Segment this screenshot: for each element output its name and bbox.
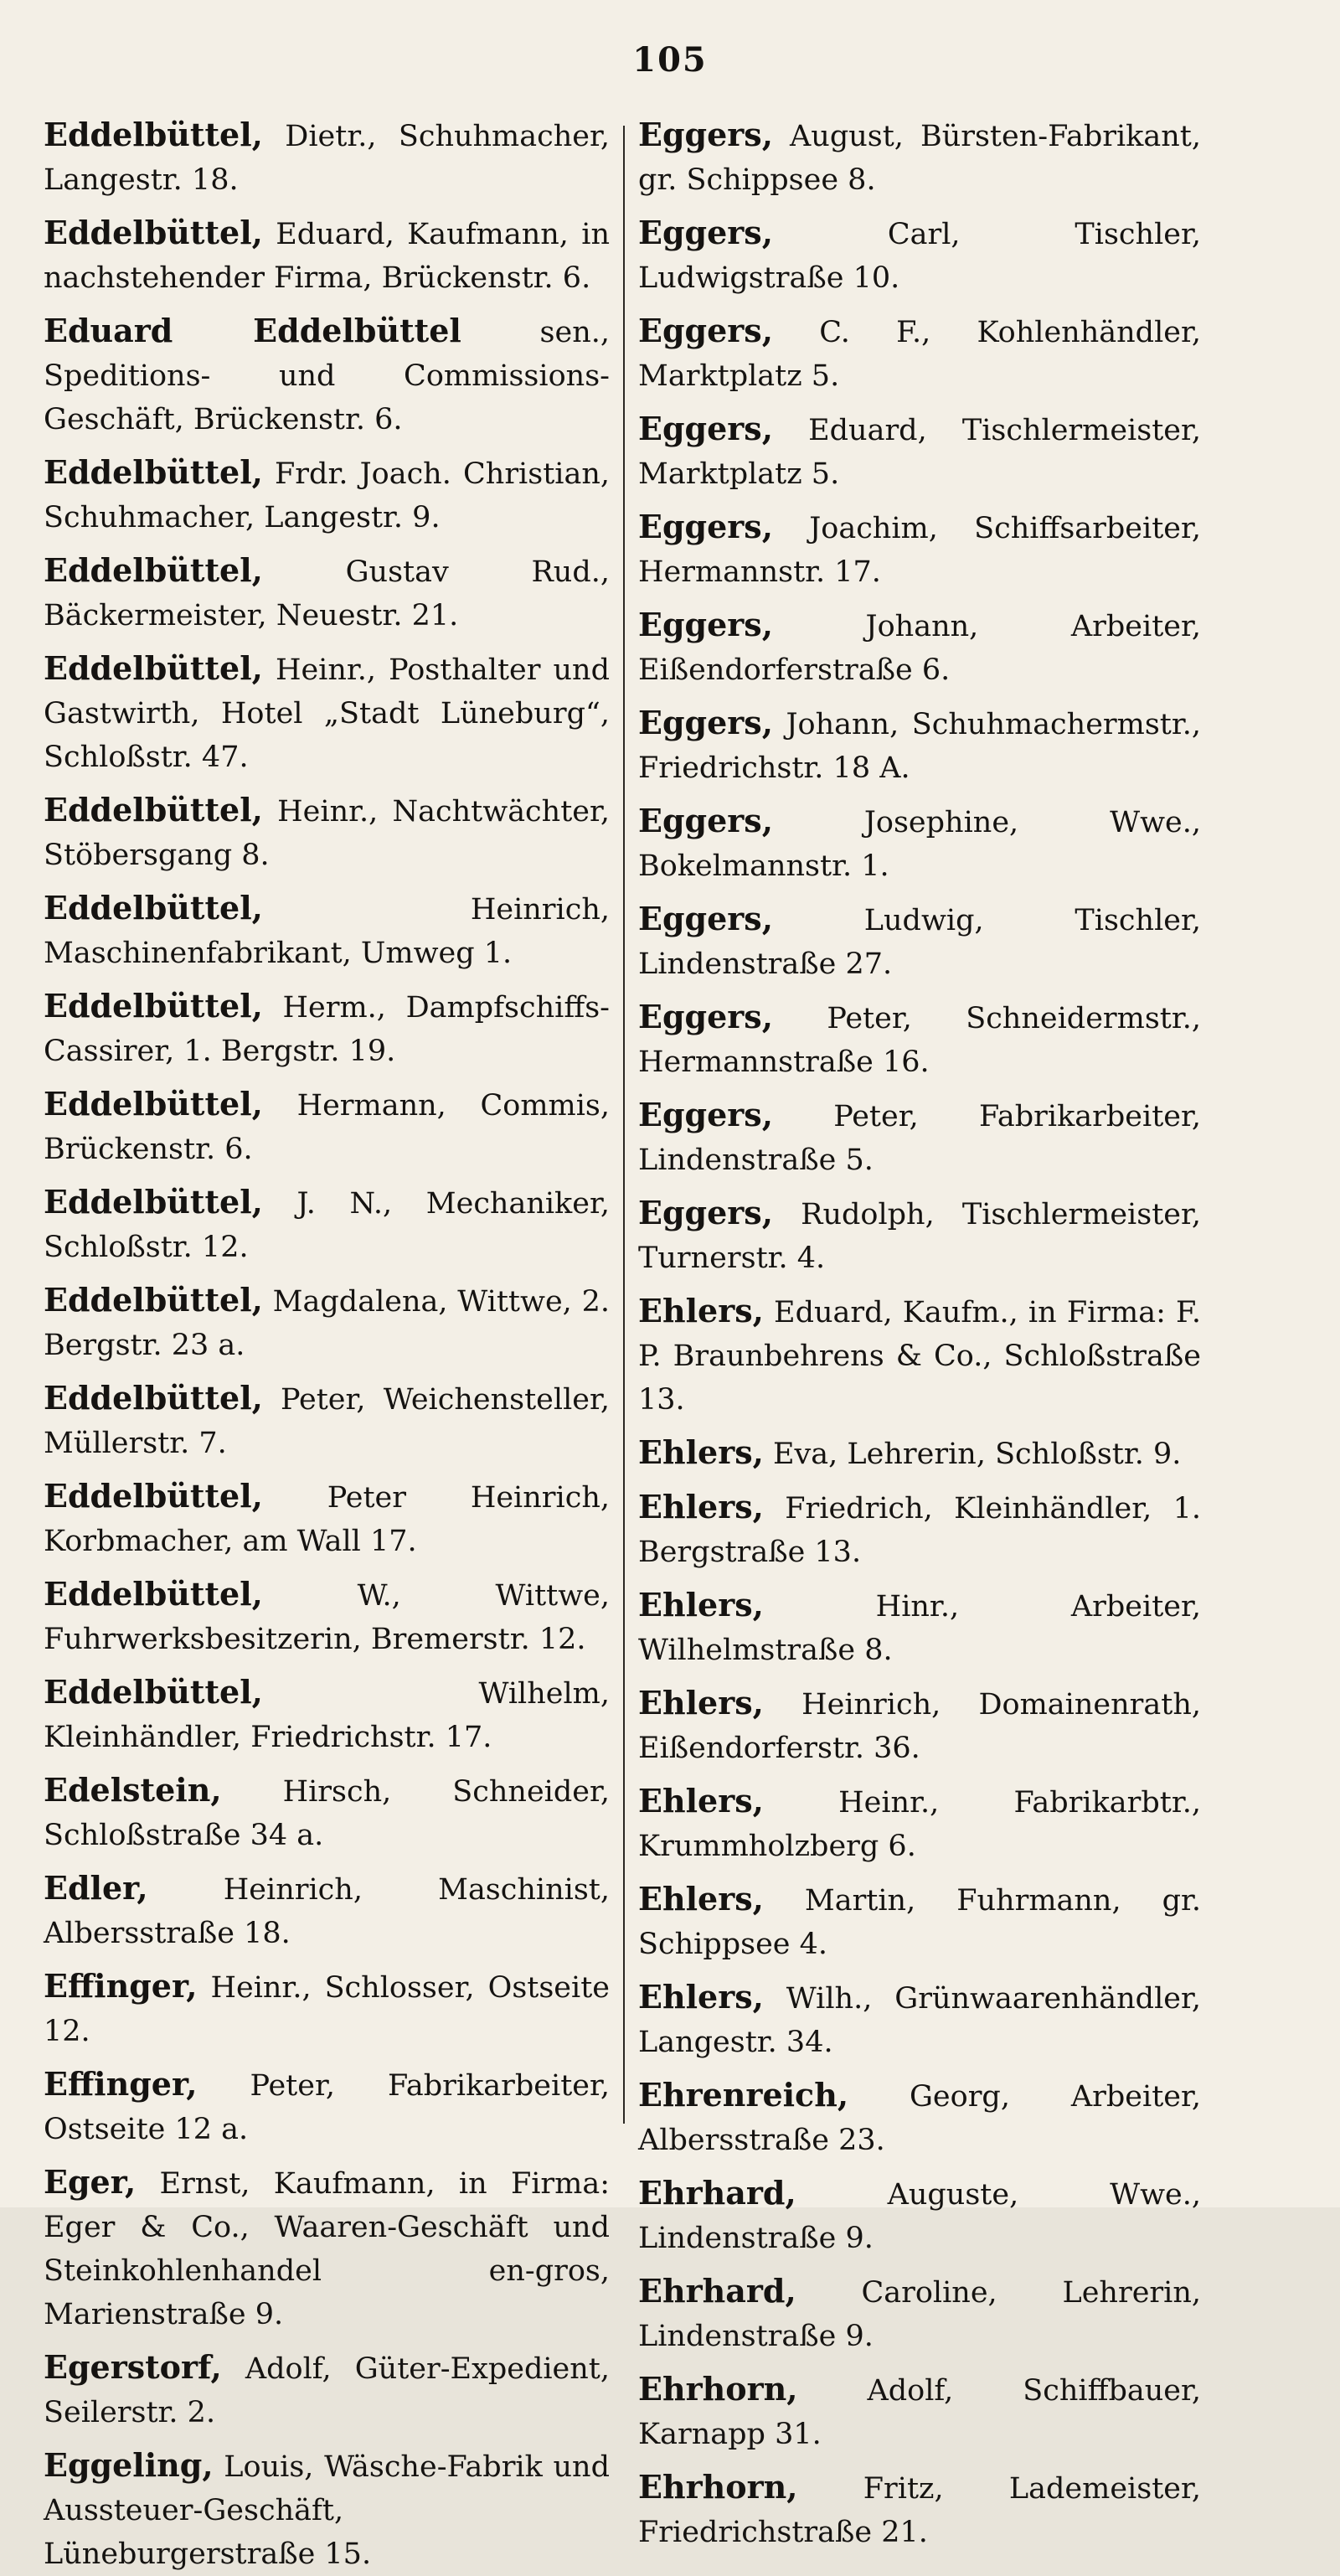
entry-surname: Ehlers, [638, 1880, 764, 1918]
entry-details: Friedrich, Kleinhändler, 1. Bergstraße 13. [638, 1492, 1201, 1569]
directory-entry [44, 1572, 610, 1661]
directory-entry [638, 505, 1201, 594]
entry-details: Adolf, Schiffbauer, Karnapp 31. [638, 2374, 1201, 2451]
entry-details: Peter, Weichensteller, Müllerstr. 7. [44, 1383, 610, 1460]
directory-entry [44, 1866, 610, 1955]
entry-surname: Eddelbüttel, [44, 987, 263, 1025]
entry-details: J. N., Mechaniker, Schloßstr. 12. [44, 1187, 610, 1264]
entry-surname: Eddelbüttel, [44, 889, 263, 927]
entry-details: Fritz, Lademeister, Friedrichstraße 21. [638, 2472, 1201, 2549]
entry-details: Peter, Fabrikarbeiter, Ostseite 12 a. [44, 2069, 610, 2146]
entry-details: Peter, Fabrikarbeiter, Lindenstraße 5. [638, 1100, 1201, 1177]
directory-entry [638, 1583, 1201, 1672]
entry-surname: Ehrhard, [638, 2272, 796, 2310]
directory-entry [638, 2465, 1201, 2554]
entry-surname: Eggeling, [44, 2446, 214, 2484]
directory-entry [638, 1975, 1201, 2064]
directory-entry [638, 897, 1201, 986]
entry-details: Ludwig, Tischler, Lindenstraße 27. [638, 904, 1201, 981]
entry-details: Johann, Schuhmachermstr., Friedrichstr. 18 A. [638, 708, 1201, 785]
entry-details: Eduard, Kaufm., in Firma: F. P. Braunbehrens & Co., Schloßstraße 13. [638, 1296, 1201, 1417]
directory-entry [638, 1289, 1201, 1422]
entry-surname: Eddelbüttel, [44, 551, 263, 589]
entry-surname: Ehrhard, [638, 2174, 796, 2212]
entry-surname: Egerstorf, [44, 2348, 222, 2386]
directory-entry [638, 2367, 1201, 2456]
entry-details: W., Wittwe, Fuhrwerksbesitzerin, Bremerstr. 12. [44, 1579, 610, 1656]
entry-surname: Ehlers, [638, 1782, 764, 1820]
directory-entry [638, 995, 1201, 1084]
directory-entry [44, 211, 610, 300]
directory-entry [638, 309, 1201, 398]
entry-details: Peter, Schneidermstr., Hermannstraße 16. [638, 1002, 1201, 1079]
directory-entry [638, 701, 1201, 790]
directory-entry [638, 1877, 1201, 1966]
directory-entry [44, 984, 610, 1073]
entry-details: Heinrich, Maschinenfabrikant, Umweg 1. [44, 893, 610, 970]
entry-surname: Eddelbüttel, [44, 1575, 263, 1613]
entry-surname: Ehlers, [638, 1586, 764, 1624]
entry-details: Eduard, Tischlermeister, Marktplatz 5. [638, 414, 1201, 491]
directory-entry [44, 451, 610, 539]
entry-details: Georg, Arbeiter, Albersstraße 23. [638, 2080, 1201, 2157]
entry-surname: Eger, [44, 2163, 137, 2201]
directory-entry [44, 788, 610, 877]
entry-details: Eduard, Kaufmann, in nachstehender Firma, Brückenstr. 6. [44, 218, 610, 295]
entry-details: Rudolph, Tischlermeister, Turnerstr. 4. [638, 1198, 1201, 1275]
entry-surname: Eggers, [638, 704, 773, 741]
directory-entry [44, 2062, 610, 2151]
entry-details: Hinr., Arbeiter, Wilhelmstraße 8. [638, 1590, 1201, 1667]
entry-surname: Ehrhorn, [638, 2370, 798, 2408]
directory-entry [638, 1431, 1201, 1476]
entry-details: Caroline, Lehrerin, Lindenstraße 9. [638, 2276, 1201, 2353]
entry-details: Auguste, Wwe., Lindenstraße 9. [638, 2178, 1201, 2255]
entry-details: Gustav Rud., Bäckermeister, Neuestr. 21. [44, 555, 610, 632]
entry-surname: Eggers, [638, 900, 773, 937]
entry-details: Hermann, Commis, Brückenstr. 6. [44, 1089, 610, 1166]
directory-entry [638, 211, 1201, 300]
entry-surname: Eggers, [638, 508, 773, 545]
entry-details: Louis, Wäsche-Fabrik und Aussteuer-Geschäft, Lüneburgerstraße 15. [44, 2450, 610, 2571]
entry-surname: Ehlers, [638, 1488, 764, 1525]
directory-entry [638, 113, 1201, 202]
entry-surname: Ehlers, [638, 1684, 764, 1722]
entry-surname: Effinger, [44, 1967, 198, 2005]
entry-surname: Eggers, [638, 802, 773, 839]
entry-surname: Eggers, [638, 116, 773, 153]
entry-surname: Eggers, [638, 214, 773, 251]
entry-details: Dietr., Schuhmacher, Langestr. 18. [44, 120, 610, 197]
entry-details: Carl, Tischler, Ludwigstraße 10. [638, 218, 1201, 295]
entry-surname: Eddelbüttel, [44, 1281, 263, 1319]
directory-entry [44, 309, 610, 441]
directory-entry [44, 1376, 610, 1465]
entry-surname: Eddelbüttel, [44, 1379, 263, 1417]
entry-surname: Eddelbüttel, [44, 791, 263, 829]
entry-details: Magdalena, Wittwe, 2. Bergstr. 23 a. [44, 1285, 610, 1362]
entry-details: Heinrich, Maschinist, Albersstraße 18. [44, 1873, 610, 1950]
directory-entry [44, 886, 610, 975]
entry-surname: Eddelbüttel, [44, 1183, 263, 1221]
directory-entry [638, 2269, 1201, 2358]
entry-surname: Eddelbüttel, [44, 649, 263, 687]
directory-entry [44, 113, 610, 202]
entry-surname: Edelstein, [44, 1771, 222, 1809]
entry-details: Ernst, Kaufmann, in Firma: Eger & Co., Waaren-Geschäft und Steinkohlenhandel en-gros, Marienstraße 9. [44, 2167, 610, 2331]
directory-entry [44, 1082, 610, 1171]
entry-surname: Ehrenreich, [638, 2076, 849, 2114]
right-column [638, 113, 1201, 2554]
entry-details: Herm., Dampfschiffs-Cassirer, 1. Bergstr. 19. [44, 991, 610, 1068]
entry-details: Martin, Fuhrmann, gr. Schippsee 4. [638, 1884, 1201, 1961]
directory-entry [44, 1180, 610, 1269]
column-divider [623, 126, 625, 2124]
directory-entry [44, 1278, 610, 1367]
entry-surname: Eddelbüttel, [44, 1085, 263, 1123]
entry-details: Heinr., Posthalter und Gastwirth, Hotel „Stadt Lüneburg“, Schloßstr. 47. [44, 653, 610, 774]
directory-entry [638, 1485, 1201, 1574]
entry-details: Wilhelm, Kleinhändler, Friedrichstr. 17. [44, 1677, 610, 1754]
directory-entry [44, 1474, 610, 1563]
entry-surname: Eddelbüttel, [44, 214, 263, 251]
entry-surname: Eggers, [638, 998, 773, 1035]
entry-surname: Eddelbüttel, [44, 1477, 263, 1515]
directory-entry [44, 549, 610, 638]
directory-entry [638, 799, 1201, 888]
directory-entry [44, 1670, 610, 1759]
directory-entry [638, 1191, 1201, 1280]
entry-surname: Eduard Eddelbüttel [44, 312, 461, 349]
directory-entry [44, 1964, 610, 2053]
entry-details: Frdr. Joach. Christian, Schuhmacher, Langestr. 9. [44, 457, 610, 534]
directory-entry [638, 1779, 1201, 1868]
entry-details: Adolf, Güter-Expedient, Seilerstr. 2. [44, 2352, 610, 2429]
entry-details: C. F., Kohlenhändler, Marktplatz 5. [638, 316, 1201, 393]
entry-details: Eva, Lehrerin, Schloßstr. 9. [763, 1438, 1182, 1471]
entry-details: Peter Heinrich, Korbmacher, am Wall 17. [44, 1481, 610, 1558]
entry-surname: Eggers, [638, 1096, 773, 1133]
directory-entry [638, 407, 1201, 496]
directory-entry [638, 2073, 1201, 2162]
entry-surname: Edler, [44, 1869, 148, 1907]
entry-surname: Ehlers, [638, 1292, 764, 1329]
entry-details: Heinr., Fabrikarbtr., Krummholzberg 6. [638, 1786, 1201, 1863]
directory-entry [638, 603, 1201, 692]
directory-entry [638, 2171, 1201, 2260]
page-number: 105 [632, 40, 708, 80]
directory-entry [44, 2444, 610, 2576]
entry-details: Joachim, Schiffsarbeiter, Hermannstr. 17. [638, 512, 1201, 589]
entry-surname: Eggers, [638, 1194, 773, 1231]
directory-entry [44, 2160, 610, 2336]
entry-surname: Eggers, [638, 312, 773, 349]
entry-surname: Ehlers, [638, 1978, 764, 2016]
entry-details: Johann, Arbeiter, Eißendorferstraße 6. [638, 610, 1201, 687]
entry-details: Hirsch, Schneider, Schloßstraße 34 a. [44, 1775, 610, 1852]
entry-details: Heinr., Schlosser, Ostseite 12. [44, 1971, 610, 2048]
entry-details: Josephine, Wwe., Bokelmannstr. 1. [638, 806, 1201, 883]
entry-details: Heinrich, Domainenrath, Eißendorferstr. 36. [638, 1688, 1201, 1765]
entry-surname: Eggers, [638, 606, 773, 643]
directory-entry [638, 1093, 1201, 1182]
entry-surname: Effinger, [44, 2065, 198, 2103]
left-column [44, 113, 610, 2576]
entry-surname: Eddelbüttel, [44, 1673, 263, 1711]
directory-entry [44, 647, 610, 779]
entry-details: August, Bürsten-Fabrikant, gr. Schippsee 8. [638, 120, 1201, 197]
entry-details: Wilh., Grünwaarenhändler, Langestr. 34. [638, 1982, 1201, 2059]
entry-details: Heinr., Nachtwächter, Stöbersgang 8. [44, 795, 610, 872]
entry-surname: Eddelbüttel, [44, 116, 263, 153]
entry-details: sen., Speditions- und Commissions-Geschäft, Brückenstr. 6. [44, 316, 610, 436]
directory-entry [638, 1681, 1201, 1770]
entry-surname: Ehrhorn, [638, 2468, 798, 2506]
entry-surname: Ehlers, [638, 1433, 764, 1471]
directory-entry [44, 1768, 610, 1857]
directory-entry [44, 2346, 610, 2434]
entry-surname: Eggers, [638, 410, 773, 447]
entry-surname: Eddelbüttel, [44, 453, 263, 491]
